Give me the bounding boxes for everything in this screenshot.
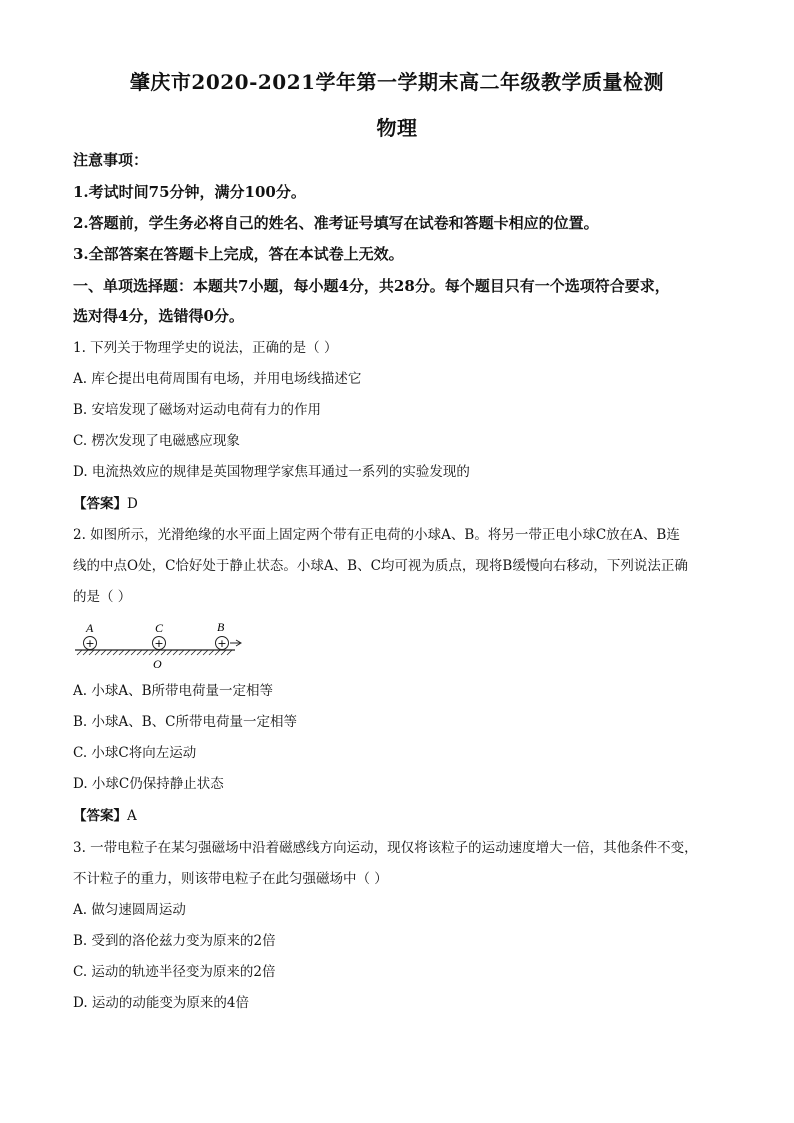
option: B. 受到的洛伦兹力变为原来的2倍 [73, 933, 276, 949]
section-heading-cont: 选对得4分，选错得0分。 [73, 307, 244, 325]
label-o: O [153, 657, 162, 671]
question-stem: 1. 下列关于物理学史的说法，正确的是（ ） [73, 340, 338, 356]
option: D. 运动的动能变为原来的4倍 [73, 995, 250, 1011]
answer-value: A [127, 808, 137, 824]
answer-line [73, 806, 733, 826]
charge-sign-b: + [217, 637, 227, 650]
option: D. 小球C仍保持静止状态 [73, 776, 224, 792]
question-stem: 2. 如图所示，光滑绝缘的水平面上固定两个带有正电荷的小球A、B。将另一带正电小球C放在A、B连 [73, 527, 680, 543]
notice-item: 1.考试时间75分钟，满分100分。 [73, 183, 306, 201]
question-stem: 3. 一带电粒子在某匀强磁场中沿着磁感线方向运动，现仅将该粒子的运动速度增大一倍，其他条件不变， [73, 840, 698, 856]
option: A. 小球A、B所带电荷量一定相等 [73, 683, 274, 699]
answer-tag: 【答案】 [73, 808, 127, 824]
answer-value: D [127, 496, 138, 512]
exam-title: 肇庆市2020-2021学年第一学期末高二年级教学质量检测 [129, 70, 665, 94]
answer-line [73, 494, 733, 514]
question-stem: 线的中点O处，C恰好处于静止状态。小球A、B、C均可视为质点，现将B缓慢向右移动，下列说法正确 [73, 558, 688, 574]
option: C. 楞次发现了电磁感应现象 [73, 433, 240, 449]
answer-tag: 【答案】 [73, 496, 127, 512]
option: C. 运动的轨迹半径变为原来的2倍 [73, 964, 276, 980]
notice-item: 2.答题前，学生务必将自己的姓名、准考证号填写在试卷和答题卡相应的位置。 [73, 214, 599, 232]
label-a: A [86, 621, 94, 635]
notice-heading: 注意事项： [73, 151, 149, 169]
option: A. 库仑提出电荷周围有电场，并用电场线描述它 [73, 371, 362, 387]
notice-item: 3.全部答案在答题卡上完成，答在本试卷上无效。 [73, 245, 404, 263]
subject-title: 物理 [376, 116, 418, 140]
option: B. 安培发现了磁场对运动电荷有力的作用 [73, 402, 322, 418]
option: B. 小球A、B、C所带电荷量一定相等 [73, 714, 298, 730]
ball-c [153, 637, 166, 651]
label-c: C [155, 621, 164, 635]
charges-diagram [73, 618, 243, 672]
label-b: B [217, 620, 225, 634]
section-heading: 一、单项选择题：本题共7小题，每小题4分，共28分。每个题目只有一个选项符合要求， [73, 277, 670, 295]
ball-b [216, 637, 229, 651]
option: C. 小球C将向左运动 [73, 745, 197, 761]
ground-hatching [77, 650, 232, 655]
charge-sign-a: + [85, 637, 95, 650]
option: D. 电流热效应的规律是英国物理学家焦耳通过一系列的实验发现的 [73, 464, 470, 480]
option: A. 做匀速圆周运动 [73, 902, 186, 918]
question-stem: 不计粒子的重力，则该带电粒子在此匀强磁场中（ ） [73, 871, 388, 887]
ball-a [84, 637, 97, 651]
question-stem: 的是（ ） [73, 589, 132, 605]
charge-sign-c: + [154, 637, 164, 650]
